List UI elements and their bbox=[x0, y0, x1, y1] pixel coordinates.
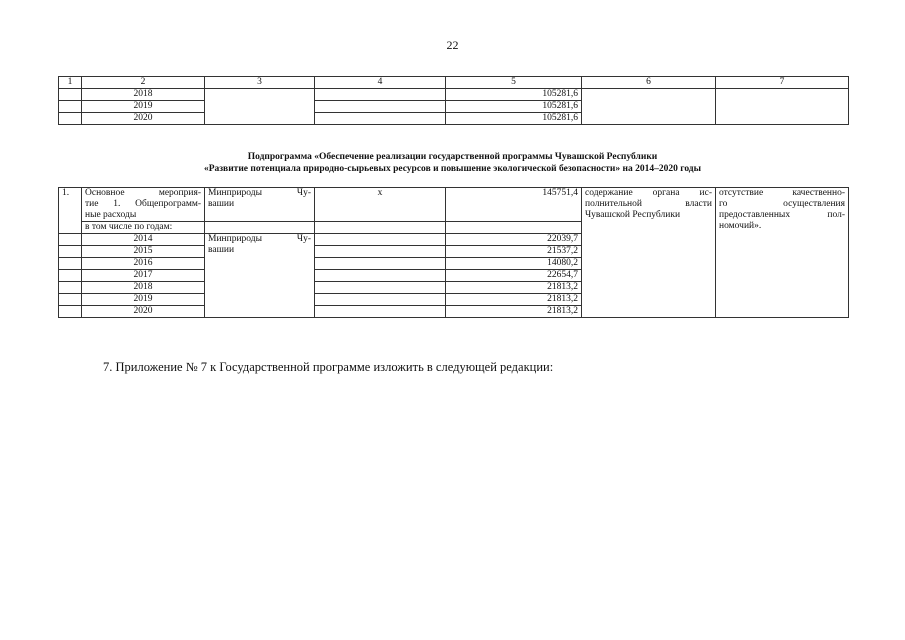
executor-cell bbox=[205, 188, 315, 222]
total-cell: 145751,4 bbox=[446, 188, 582, 222]
year-cell: 2020 bbox=[82, 113, 205, 125]
result-line: содержание органа ис- bbox=[585, 188, 712, 198]
value-cell: 14080,2 bbox=[446, 258, 582, 270]
header-cell: 5 bbox=[446, 77, 582, 89]
row-number-cell: 1. bbox=[59, 188, 82, 234]
empty-cell bbox=[315, 294, 446, 306]
value-cell: 21813,2 bbox=[446, 282, 582, 294]
empty-cell bbox=[315, 282, 446, 294]
empty-cell bbox=[59, 101, 82, 113]
value-cell: 21813,2 bbox=[446, 306, 582, 318]
year-cell: 2018 bbox=[82, 89, 205, 101]
paragraph-text: 7. Приложение № 7 к Государственной программе изложить в следующей редакции: bbox=[103, 360, 554, 374]
empty-cell bbox=[59, 270, 82, 282]
header-cell: 4 bbox=[315, 77, 446, 89]
value-cell: 105281,6 bbox=[446, 89, 582, 101]
top-table bbox=[58, 76, 849, 125]
value-cell: 22039,7 bbox=[446, 234, 582, 246]
subprogram-title-line2: «Развитие потенциала природно-сырьевых ресурсов и повышение экологической безопасности» на 2014–2020 годы bbox=[203, 164, 702, 174]
empty-cell bbox=[59, 113, 82, 125]
risk-line: го осуществления bbox=[719, 199, 845, 209]
year-cell: 2015 bbox=[82, 246, 205, 258]
executor-line: Минприроды Чу- bbox=[208, 234, 311, 244]
year-cell: 2019 bbox=[82, 294, 205, 306]
empty-cell bbox=[59, 282, 82, 294]
risk-line: предоставленных пол- bbox=[719, 210, 845, 220]
risk-cell bbox=[716, 188, 849, 318]
executor-line: Минприроды Чу- bbox=[208, 188, 311, 198]
year-cell: 2018 bbox=[82, 282, 205, 294]
event-line: Основное мероприя- bbox=[85, 188, 201, 198]
header-cell: 3 bbox=[205, 77, 315, 89]
year-cell: 2019 bbox=[82, 101, 205, 113]
executor-cell bbox=[205, 234, 315, 318]
empty-cell bbox=[315, 246, 446, 258]
risk-cell bbox=[716, 89, 849, 125]
executor-line: вашии bbox=[208, 199, 235, 209]
empty-cell bbox=[446, 222, 582, 234]
main-table bbox=[58, 187, 849, 318]
event-line: тие 1. Общепрограмм- bbox=[85, 199, 201, 209]
empty-cell bbox=[315, 113, 446, 125]
empty-cell bbox=[315, 101, 446, 113]
subprogram-title-line1: Подпрограмма «Обеспечение реализации государственной программы Чувашской Республики bbox=[247, 152, 658, 162]
empty-cell bbox=[315, 89, 446, 101]
value-cell: 105281,6 bbox=[446, 113, 582, 125]
empty-cell bbox=[59, 258, 82, 270]
column4-cell: х bbox=[315, 188, 446, 222]
empty-cell bbox=[59, 234, 82, 246]
year-cell: 2014 bbox=[82, 234, 205, 246]
year-cell: 2016 bbox=[82, 258, 205, 270]
empty-cell bbox=[59, 89, 82, 101]
event-line: ные расходы bbox=[85, 210, 137, 220]
empty-cell bbox=[315, 306, 446, 318]
executor-cell bbox=[205, 89, 315, 125]
empty-cell bbox=[59, 294, 82, 306]
empty-cell bbox=[205, 222, 315, 234]
executor-line: вашии bbox=[208, 245, 235, 255]
empty-cell bbox=[315, 270, 446, 282]
header-cell: 1 bbox=[59, 77, 82, 89]
event-cell bbox=[82, 188, 205, 222]
risk-line: номочий». bbox=[719, 221, 762, 231]
result-line: полнительной власти bbox=[585, 199, 712, 209]
result-cell bbox=[582, 89, 716, 125]
empty-cell bbox=[315, 258, 446, 270]
empty-cell bbox=[59, 246, 82, 258]
header-cell: 2 bbox=[82, 77, 205, 89]
result-cell bbox=[582, 188, 716, 318]
empty-cell bbox=[59, 306, 82, 318]
including-label-cell: в том числе по годам: bbox=[82, 222, 205, 234]
result-line: Чувашской Республики bbox=[585, 210, 681, 220]
page-number: 22 bbox=[446, 38, 459, 52]
header-cell: 7 bbox=[716, 77, 849, 89]
year-cell: 2017 bbox=[82, 270, 205, 282]
column-number-row bbox=[59, 77, 849, 89]
header-cell: 6 bbox=[582, 77, 716, 89]
table-row bbox=[59, 188, 849, 222]
value-cell: 21813,2 bbox=[446, 294, 582, 306]
empty-cell bbox=[315, 222, 446, 234]
risk-line: отсутствие качественно- bbox=[719, 188, 845, 198]
value-cell: 105281,6 bbox=[446, 101, 582, 113]
year-cell: 2020 bbox=[82, 306, 205, 318]
table-row bbox=[59, 89, 849, 101]
empty-cell bbox=[315, 234, 446, 246]
value-cell: 21537,2 bbox=[446, 246, 582, 258]
value-cell: 22654,7 bbox=[446, 270, 582, 282]
